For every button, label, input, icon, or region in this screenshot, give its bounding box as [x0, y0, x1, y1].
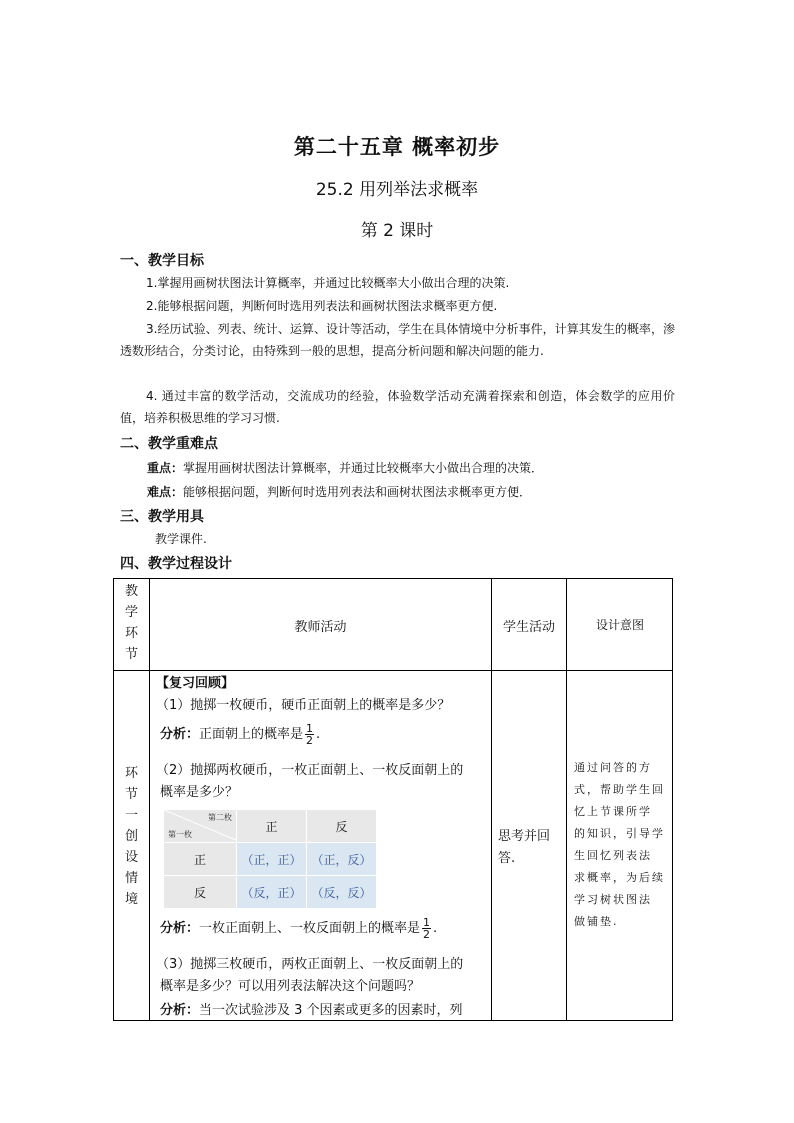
chapter-title: 第二十五章 概率初步: [293, 135, 501, 159]
answer-3-label: 分析：: [160, 1003, 200, 1018]
design-line: 学习树状图法: [574, 893, 652, 906]
question-1: （1）抛掷一枚硬币，硬币正面朝上的概率是多少？: [156, 698, 451, 713]
question-2-line1: （2）抛掷两枚硬币，一枚正面朝上、一枚反面朝上的: [156, 763, 464, 778]
objective-3: 3.经历试验、列表、统计、运算、设计等活动，学生在具体情境中分析事件，计算其发生的概率，渗透数形结合，分类讨论，由特殊到一般的思想，提高分析问题和解决问题的能力.: [120, 322, 675, 358]
student-activity-line1: 思考并回: [498, 829, 551, 844]
heading-process: 四、教学过程设计: [120, 556, 232, 572]
answer-1-end: .: [316, 727, 321, 742]
header-student: 学生活动: [502, 620, 555, 635]
answer-2-label: 分析：: [160, 921, 200, 936]
header-stage: 教 学 环 节: [124, 584, 138, 662]
answer-2: [160, 917, 437, 940]
lesson-number: 第 2 课时: [360, 221, 434, 241]
design-line: 做铺垫.: [574, 915, 619, 928]
objective-1: 1.掌握用画树状图法计算概率，并通过比较概率大小做出合理的决策.: [146, 276, 510, 290]
coin-outcome-table: [163, 809, 377, 909]
design-line: 式，帮助学生回: [574, 783, 665, 796]
stage-label: 环 节 一 创 设 情 境: [124, 766, 138, 907]
outcome-cell: （正，反）: [307, 843, 377, 876]
fraction-denominator: 2: [306, 734, 314, 747]
heading-objectives: 一、教学目标: [120, 253, 204, 269]
outcome-cell: （反，反）: [307, 876, 377, 909]
answer-2-end: .: [433, 921, 438, 936]
header-teacher: 教师活动: [294, 620, 347, 635]
heading-key-points: 二、教学重难点: [120, 436, 218, 452]
difficulty-text: 能够根据问题，判断何时选用列表法和画树状图法求概率更方便．: [183, 485, 532, 499]
heading-tools: 三、教学用具: [120, 509, 204, 525]
design-line: 的知识，引导学: [574, 827, 665, 840]
key-text: 掌握用画树状图法计算概率，并通过比较概率大小做出合理的决策．: [183, 461, 544, 475]
design-line: 忆上节课所学: [574, 805, 652, 818]
col-head: 反: [307, 810, 377, 843]
answer-3: [160, 999, 463, 1018]
col-head: 正: [237, 810, 307, 843]
review-title: 【复习回顾】: [156, 676, 235, 691]
tools-text: 教学课件.: [155, 532, 207, 546]
fraction-numerator: 1: [423, 916, 431, 929]
header-design: 设计意图: [595, 618, 644, 632]
corner-bottom: 第一枚: [168, 830, 192, 839]
corner-top: 第二枚: [208, 813, 232, 822]
student-activity-line2: 答.: [498, 851, 516, 866]
question-3-line1: （3）抛掷三枚硬币，两枚正面朝上、一枚反面朝上的: [156, 957, 464, 972]
row-head: 反: [164, 876, 237, 909]
answer-3-text: 当一次试验涉及 3 个因素或更多的因素时，列: [199, 1003, 463, 1018]
difficulty-label: 难点：: [147, 485, 184, 499]
fraction-half: [305, 723, 314, 746]
corner-cell: [164, 810, 237, 843]
answer-1-label: 分析：: [160, 727, 200, 742]
key-point: [147, 459, 543, 476]
fraction-half: [422, 917, 431, 940]
process-table: [113, 578, 673, 1021]
row-head: 正: [164, 843, 237, 876]
answer-1: [160, 723, 320, 746]
section-subtitle: 25.2 用列举法求概率: [315, 180, 479, 200]
outcome-cell: （反，正）: [237, 876, 307, 909]
answer-2-text: 一枚正面朝上、一枚反面朝上的概率是: [199, 921, 421, 936]
fraction-numerator: 1: [306, 722, 314, 735]
fraction-denominator: 2: [423, 928, 431, 941]
question-3-line2: 概率是多少？可以用列表法解决这个问题吗？: [160, 979, 421, 994]
design-intent: [574, 757, 665, 933]
outcome-cell: （正，正）: [237, 843, 307, 876]
design-line: 通过问答的方: [574, 761, 652, 774]
objective-4: 4. 通过丰富的数学活动，交流成功的经验，体验数学活动充满着探索和创造，体会数学的应用价值，培养积极思维的学习习惯.: [120, 389, 675, 425]
design-line: 求概率，为后续: [574, 871, 665, 884]
question-2-line2: 概率是多少？: [160, 785, 239, 800]
design-line: 生回忆列表法: [574, 849, 652, 862]
answer-1-text: 正面朝上的概率是: [199, 727, 304, 742]
objective-2: 2.能够根据问题，判断何时选用列表法和画树状图法求概率更方便.: [146, 299, 498, 313]
key-label: 重点：: [147, 461, 184, 475]
difficulty-point: [147, 483, 531, 500]
